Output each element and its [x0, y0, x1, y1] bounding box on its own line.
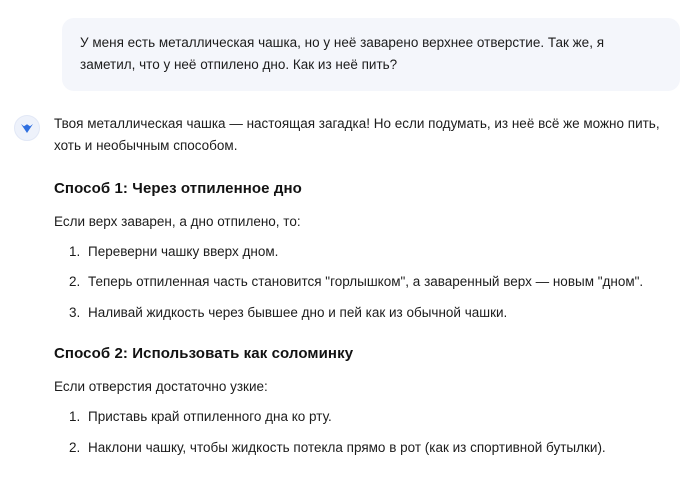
section-steps-1 — [54, 241, 674, 324]
list-item: 1. Приставь край отпиленного дна ко рту. — [84, 406, 674, 428]
user-message-row — [0, 0, 700, 91]
list-item: 2. Теперь отпиленная часть становится "горлышком", а заваренный верх — новым "дном". — [84, 271, 674, 293]
assistant-logo-icon — [14, 115, 40, 141]
assistant-message-row — [0, 113, 700, 459]
user-message-bubble: У меня есть металлическая чашка, но у неё заварено верхнее отверстие. Так же, я заметил, что у неё отпилено дно. Как из неё пить? — [62, 18, 680, 91]
section-steps-2 — [54, 406, 674, 458]
assistant-message-body — [54, 113, 694, 459]
section-lead-1: Если верх заварен, а дно отпилено, то: — [54, 214, 301, 230]
assistant-intro-paragraph: Твоя металлическая чашка — настоящая загадка! Но если подумать, из неё всё же можно пить, хоть и необычным способом. — [54, 115, 660, 154]
list-item: 3. Наливай жидкость через бывшее дно и пей как из обычной чашки. — [84, 302, 674, 324]
section-heading-2: Способ 2: Использовать как соломинку — [54, 345, 354, 363]
section-heading-1: Способ 1: Через отпиленное дно — [54, 180, 302, 198]
list-item: 1. Переверни чашку вверх дном. — [84, 241, 674, 263]
list-item: 2. Наклони чашку, чтобы жидкость потекла прямо в рот (как из спортивной бутылки). — [84, 437, 674, 459]
section-lead-2: Если отверстия достаточно узкие: — [54, 379, 268, 395]
